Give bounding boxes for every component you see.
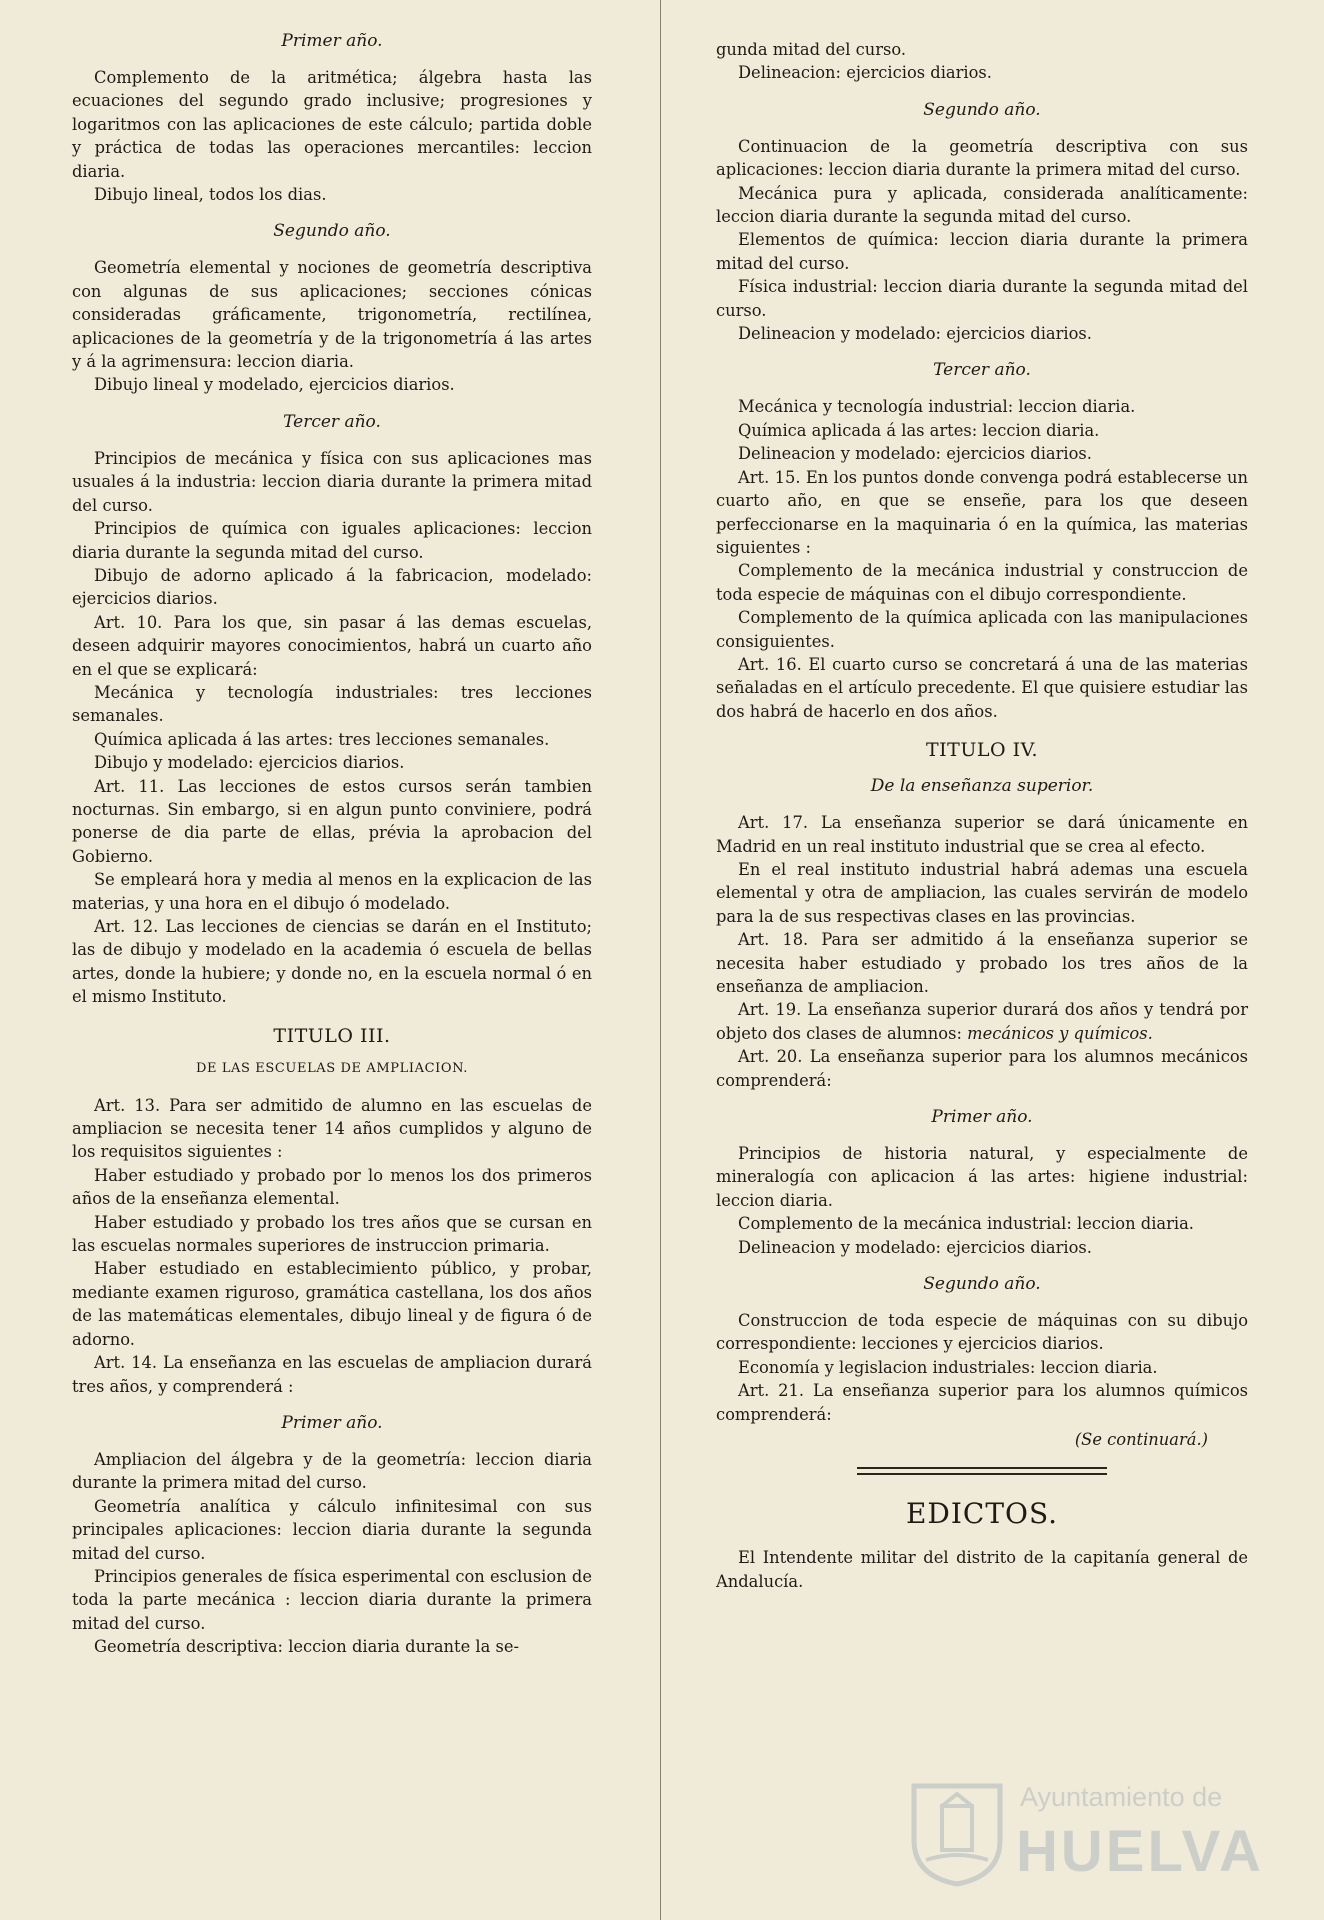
titulo-iii: TITULO III. xyxy=(273,1024,391,1047)
paragraph: Dibujo lineal y modelado, ejercicios diarios. xyxy=(94,375,455,395)
paragraph: Complemento de la química aplicada con las manipulaciones consiguientes. xyxy=(716,608,1248,651)
article-14: Art. 14. La enseñanza en las escuelas de ampliacion durará tres años, y comprenderá : xyxy=(72,1353,592,1396)
heading-tercer-ano: Tercer año. xyxy=(933,360,1031,381)
paragraph: Principios de química con iguales aplicaciones: leccion diaria durante la segunda mitad del curso. xyxy=(72,519,592,562)
article-13: Art. 13. Para ser admitido de alumno en las escuelas de ampliacion se necesita tener 14 años cumplidos y alguno de los requisitos siguientes : xyxy=(72,1095,592,1162)
section-divider xyxy=(857,1467,1107,1475)
paragraph: Delineacion y modelado: ejercicios diarios. xyxy=(738,1237,1092,1257)
paragraph: Elementos de química: leccion diaria durante la primera mitad del curso. xyxy=(716,230,1248,273)
paragraph: Mecánica y tecnología industriales: tres lecciones semanales. xyxy=(72,682,592,726)
paragraph: Delineacion y modelado: ejercicios diarios. xyxy=(738,324,1092,344)
watermark-line2: HUELVA xyxy=(1016,1819,1264,1884)
article-10: Art. 10. Para los que, sin pasar á las demas escuelas, deseen adquirir mayores conocimientos, habrá un cuarto año en el que se explicará: xyxy=(72,612,592,679)
paragraph: Delineacion y modelado: ejercicios diarios. xyxy=(738,444,1092,464)
article-15: Art. 15. En los puntos donde convenga podrá establecerse un cuarto año, en que se enseñe, para los que deseen perfeccionarse en la maquinaria ó en la química, las materias siguientes : xyxy=(716,467,1248,557)
paragraph: Geometría elemental y nociones de geometría descriptiva con algunas de sus aplicaciones; secciones cónicas consideradas gráficamente, trigonometría, rectilínea, aplicaciones de la geometría y de la trigonometría á las artes y á la agrimensura: leccion diaria. xyxy=(72,258,592,372)
watermark xyxy=(908,1774,1288,1894)
heading-primer-ano-superior: Primer año. xyxy=(931,1107,1033,1128)
paragraph: Economía y legislacion industriales: leccion diaria. xyxy=(738,1357,1158,1377)
right-column xyxy=(716,38,1248,1593)
paragraph: Principios de historia natural, y especialmente de mineralogía con aplicacion á las artes: higiene industrial: leccion diaria. xyxy=(716,1144,1248,1210)
column-divider xyxy=(660,0,661,1920)
paragraph: Complemento de la mecánica industrial y construccion de toda especie de máquinas con el dibujo correspondiente. xyxy=(716,561,1248,604)
article-20: Art. 20. La enseñanza superior para los alumnos mecánicos comprenderá: xyxy=(716,1047,1248,1090)
paragraph: Principios de mecánica y física con sus aplicaciones mas usuales á la industria: leccion diaria durante la primera mitad del curso. xyxy=(72,448,592,515)
paragraph: Geometría analítica y cálculo infinitesimal con sus principales aplicaciones: leccion diaria durante la segunda mitad del curso. xyxy=(72,1496,592,1563)
left-column xyxy=(72,30,592,1659)
paragraph: En el real instituto industrial habrá ademas una escuela elemental y otra de ampliacion, las cuales servirán de modelo para la de sus respectivas clases en las provincias. xyxy=(716,859,1248,926)
paragraph: Haber estudiado y probado los tres años que se cursan en las escuelas normales superiores de instruccion primaria. xyxy=(72,1212,592,1256)
heading-primer-ano: Primer año. xyxy=(281,31,383,51)
heading-segundo-ano-superior: Segundo año. xyxy=(923,1274,1041,1295)
article-11: Art. 11. Las lecciones de estos cursos serán tambien nocturnas. Sin embargo, si en algun punto conviniere, podrá ponerse de dia parte de ellas, prévia la aprobacion del Gobierno. xyxy=(72,776,592,866)
heading-segundo-ano: Segundo año. xyxy=(923,99,1041,120)
paragraph: Dibujo de adorno aplicado á la fabricacion, modelado: ejercicios diarios. xyxy=(72,565,592,609)
continuation-text: (Se continuará.) xyxy=(1074,1430,1208,1450)
edictos-heading: EDICTOS. xyxy=(905,1497,1059,1531)
paragraph: Complemento de la mecánica industrial: leccion diaria. xyxy=(738,1214,1194,1234)
paragraph: Continuacion de la geometría descriptiva con sus aplicaciones: leccion diaria durante la primera mitad del curso. xyxy=(716,136,1248,180)
paragraph: Geometría descriptiva: leccion diaria durante la se- xyxy=(94,1637,519,1657)
article-16: Art. 16. El cuarto curso se concretará á una de las materias señaladas en el artículo precedente. El que quisiere estudiar las dos habrá de hacerlo en dos años. xyxy=(716,654,1248,721)
paragraph: Mecánica y tecnología industrial: leccion diaria. xyxy=(738,397,1136,417)
article-19-types: mecánicos y químicos. xyxy=(967,1023,1153,1043)
watermark-line1: Ayuntamiento de xyxy=(1020,1782,1223,1812)
paragraph: gunda mitad del curso. xyxy=(716,40,907,59)
paragraph: Complemento de la aritmética; álgebra hasta las ecuaciones del segundo grado inclusive; progresiones y logaritmos con las aplicaciones de este cálculo; partida doble y práctica de todas las operaciones mercantiles: leccion diaria. xyxy=(72,68,592,181)
paragraph: Física industrial: leccion diaria durante la segunda mitad del curso. xyxy=(716,277,1248,320)
article-18: Art. 18. Para ser admitido á la enseñanza superior se necesita haber estudiado y probado los tres años de la enseñanza de ampliacion. xyxy=(716,930,1248,996)
article-19 xyxy=(716,998,1248,1045)
paragraph: Mecánica pura y aplicada, considerada analíticamente: leccion diaria durante la segunda mitad del curso. xyxy=(716,183,1248,227)
heading-primer-ano-ampliacion: Primer año. xyxy=(281,1412,383,1433)
paragraph: Química aplicada á las artes: leccion diaria. xyxy=(738,420,1100,440)
paragraph: Dibujo y modelado: ejercicios diarios. xyxy=(94,753,405,773)
paragraph: Principios generales de física esperimental con esclusion de toda la parte mecánica : leccion diaria durante la primera mitad del curso. xyxy=(72,1566,592,1633)
continuation-note xyxy=(716,1428,1208,1451)
edicto-paragraph: El Intendente militar del distrito de la capitanía general de Andalucía. xyxy=(716,1548,1248,1591)
article-19-text: Art. 19. La enseñanza superior durará dos años y tendrá por objeto dos clases de alumnos: xyxy=(716,1000,1248,1043)
heading-tercer-ano: Tercer año. xyxy=(283,411,381,432)
heading-segundo-ano: Segundo año. xyxy=(273,221,391,242)
article-12: Art. 12. Las lecciones de ciencias se darán en el Instituto; las de dibujo y modelado en la academia ó escuela de bellas artes, donde la hubiere; y donde no, en la escuela normal ó en el mismo Instituto. xyxy=(72,917,592,1007)
article-17: Art. 17. La enseñanza superior se dará únicamente en Madrid en un real instituto industrial que se crea al efecto. xyxy=(716,813,1248,856)
paragraph: Dibujo lineal, todos los dias. xyxy=(94,185,327,205)
paragraph: Química aplicada á las artes: tres lecciones semanales. xyxy=(94,729,550,749)
titulo-iii-subtitle: DE LAS ESCUELAS DE AMPLIACION. xyxy=(195,1060,468,1076)
titulo-iv-subtitle: De la enseñanza superior. xyxy=(870,776,1094,797)
paragraph: Se empleará hora y media al menos en la explicacion de las materias, y una hora en el dibujo ó modelado. xyxy=(72,870,592,913)
coat-of-arms-icon xyxy=(908,1780,1006,1888)
paragraph: Delineacion: ejercicios diarios. xyxy=(738,63,992,83)
titulo-iv: TITULO IV. xyxy=(925,739,1039,762)
paragraph: Haber estudiado en establecimiento público, y probar, mediante examen riguroso, gramática castellana, los dos años de las matemáticas elementales, dibujo lineal y de figura ó de adorno. xyxy=(72,1259,592,1349)
paragraph: Construccion de toda especie de máquinas con su dibujo correspondiente: lecciones y ejercicios diarios. xyxy=(716,1311,1248,1354)
paragraph: Haber estudiado y probado por lo menos los dos primeros años de la enseñanza elemental. xyxy=(72,1165,592,1209)
paragraph: Ampliacion del álgebra y de la geometría: leccion diaria durante la primera mitad del curso. xyxy=(72,1449,592,1493)
article-21: Art. 21. La enseñanza superior para los alumnos químicos comprenderá: xyxy=(716,1381,1248,1424)
